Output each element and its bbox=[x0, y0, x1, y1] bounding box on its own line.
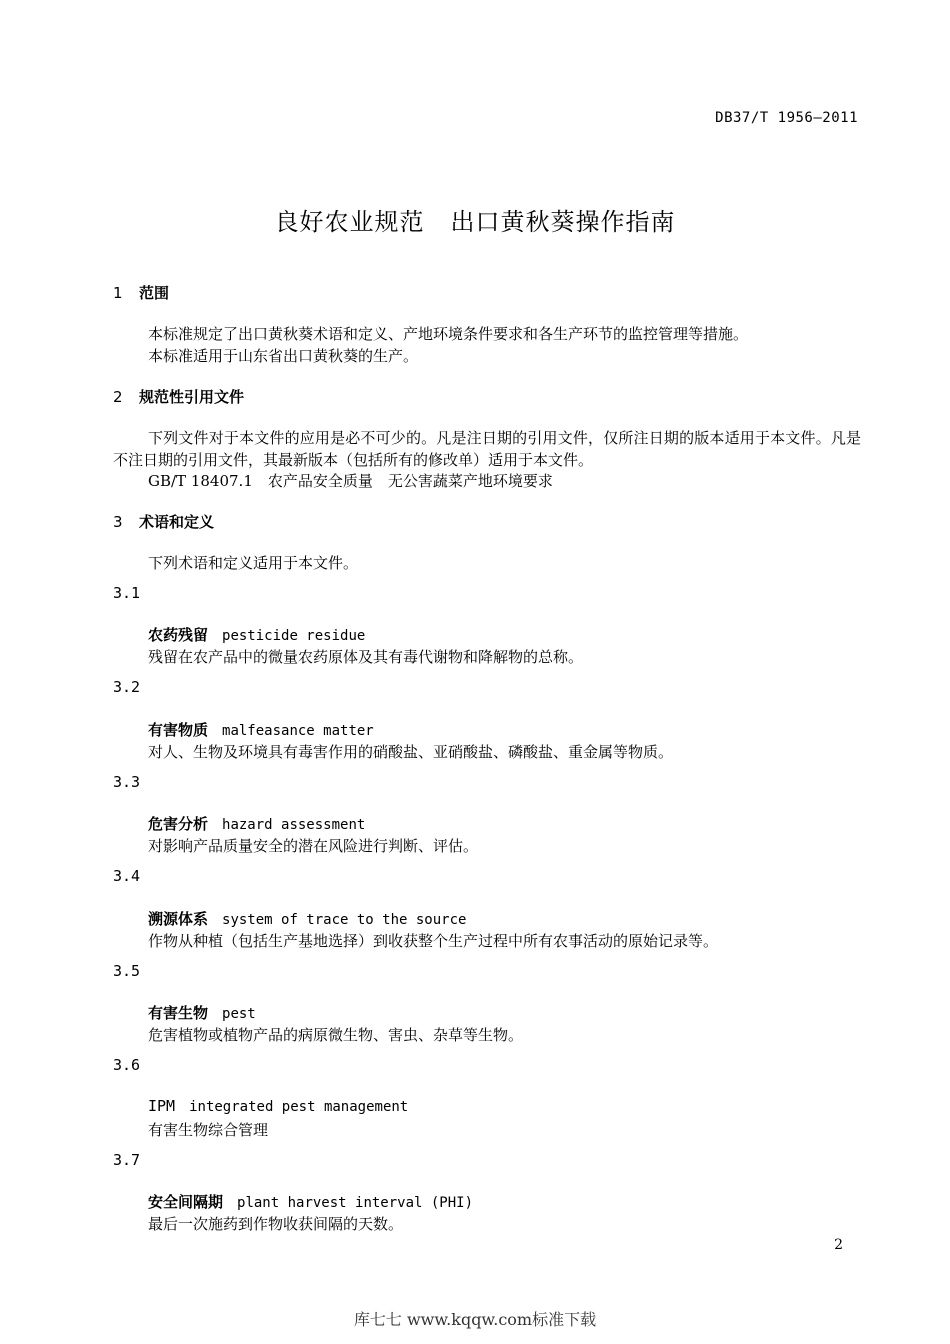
term-zh: 安全间隔期 bbox=[148, 1193, 224, 1211]
paragraph: 本标准适用于山东省出口黄秋葵的生产。 bbox=[148, 347, 419, 365]
page-number: 2 bbox=[834, 1237, 843, 1253]
term-entry bbox=[148, 1097, 408, 1116]
term-en: pesticide residue bbox=[222, 628, 366, 644]
section-heading bbox=[113, 511, 214, 532]
section-number: 1 bbox=[113, 284, 123, 302]
standard-code: DB37/T 1956—2011 bbox=[715, 110, 858, 126]
term-zh: 农药残留 bbox=[148, 626, 209, 644]
term-en: hazard assessment bbox=[222, 817, 366, 833]
term-number: 3.5 bbox=[113, 962, 141, 980]
term-en: malfeasance matter bbox=[222, 723, 374, 739]
term-en: pest bbox=[222, 1006, 256, 1022]
title-part-1: 良好农业规范 bbox=[274, 208, 425, 236]
term-zh: IPM bbox=[148, 1097, 176, 1115]
section-title: 术语和定义 bbox=[139, 513, 215, 531]
section-title: 范围 bbox=[139, 284, 170, 302]
reference-item: GB/T 18407.1 农产品安全质量 无公害蔬菜产地环境要求 bbox=[148, 472, 553, 490]
term-number: 3.4 bbox=[113, 867, 141, 885]
term-number: 3.2 bbox=[113, 678, 141, 696]
term-en: plant harvest interval (PHI) bbox=[237, 1195, 474, 1211]
term-en: integrated pest management bbox=[189, 1099, 409, 1115]
section-heading bbox=[113, 386, 244, 407]
term-en: system of trace to the source bbox=[222, 912, 467, 928]
term-number: 3.7 bbox=[113, 1151, 141, 1169]
term-entry bbox=[148, 908, 466, 929]
term-zh: 溯源体系 bbox=[148, 910, 209, 928]
term-entry bbox=[148, 1191, 473, 1212]
term-definition: 残留在农产品中的微量农药原体及其有毒代谢物和降解物的总称。 bbox=[148, 648, 584, 666]
term-entry bbox=[148, 624, 365, 645]
term-definition: 对人、生物及环境具有毒害作用的硝酸盐、亚硝酸盐、磷酸盐、重金属等物质。 bbox=[148, 743, 674, 761]
document-title bbox=[0, 202, 950, 237]
section-number: 3 bbox=[113, 513, 123, 531]
term-zh: 危害分析 bbox=[148, 815, 209, 833]
term-entry bbox=[148, 719, 374, 740]
term-zh: 有害物质 bbox=[148, 721, 209, 739]
term-entry bbox=[148, 813, 365, 834]
term-entry bbox=[148, 1002, 256, 1023]
term-definition: 有害生物综合管理 bbox=[148, 1121, 269, 1139]
term-definition: 最后一次施药到作物收获间隔的天数。 bbox=[148, 1215, 404, 1233]
term-number: 3.6 bbox=[113, 1056, 141, 1074]
term-definition: 对影响产品质量安全的潜在风险进行判断、评估。 bbox=[148, 837, 479, 855]
term-number: 3.3 bbox=[113, 773, 141, 791]
footer-watermark: 库七七 www.kqqw.com标准下载 bbox=[353, 1310, 597, 1329]
section-number: 2 bbox=[113, 388, 123, 406]
paragraph: 本标准规定了出口黄秋葵术语和定义、产地环境条件要求和各生产环节的监控管理等措施。 bbox=[148, 325, 749, 343]
term-number: 3.1 bbox=[113, 584, 141, 602]
term-definition: 危害植物或植物产品的病原微生物、害虫、杂草等生物。 bbox=[148, 1026, 524, 1044]
title-part-2: 出口黄秋葵操作指南 bbox=[450, 208, 676, 236]
paragraph: 下列术语和定义适用于本文件。 bbox=[148, 554, 359, 572]
paragraph: 下列文件对于本文件的应用是必不可少的。凡是注日期的引用文件，仅所注日期的版本适用于本文件。凡是不注日期的引用文件，其最新版本（包括所有的修改单）适用于本文件。 bbox=[113, 429, 861, 469]
section-title: 规范性引用文件 bbox=[139, 388, 245, 406]
term-definition: 作物从种植（包括生产基地选择）到收获整个生产过程中所有农事活动的原始记录等。 bbox=[148, 932, 719, 950]
section-heading bbox=[113, 282, 169, 303]
term-zh: 有害生物 bbox=[148, 1004, 209, 1022]
